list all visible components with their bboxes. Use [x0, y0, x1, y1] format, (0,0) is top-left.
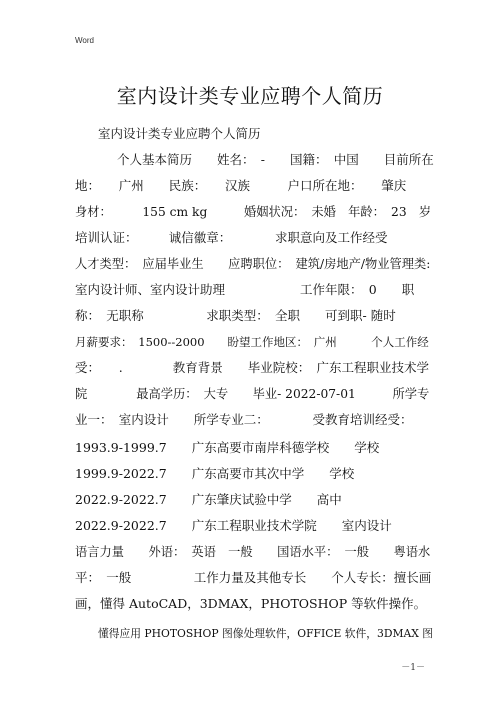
body-line: 人才类型： 应届毕业生 应聘职位： 建筑/房地产/物业管理类:: [75, 257, 431, 271]
body-line: 地： 广州 民族： 汉族 户口所在地： 肇庆: [75, 178, 407, 193]
body-line: 懂得应用 PHOTOSHOP 图像处理软件，OFFICE 软件，3DMAX 图: [98, 627, 434, 640]
header-app-label: Word: [75, 36, 94, 45]
education-line: 1999.9-2022.7 广东高要市其次中学 学校: [75, 466, 355, 481]
body-line: 培训认证： 诚信徽章： 求职意向及工作经受: [75, 230, 388, 245]
body-line: 业一： 室内设计 所学专业二： 受教育培训经受：: [75, 412, 413, 427]
body-line: 院 最高学历： 大专 毕业- 2022-07-01 所学专: [75, 387, 430, 401]
education-line: 2022.9-2022.7 广东工程职业技术学院 室内设计: [75, 518, 392, 533]
page-number: －1－: [401, 663, 425, 673]
body-line: 语言力量 外语： 英语 一般 国语水平： 一般 粤语水: [75, 545, 431, 559]
body-line: 个人基本简历 姓名： - 国籍： 中国 目前所在: [117, 152, 434, 167]
body-line: 受： . 教育背景 毕业院校： 广东工程职业技术学: [75, 360, 429, 375]
education-line: 1993.9-1999.7 广东高要市南岸科德学校 学校: [75, 440, 380, 455]
body-line: 身材： 155 cm kg 婚姻状况： 未婚 年龄： 23 岁: [75, 205, 432, 219]
subtitle-line: 室内设计类专业应聘个人简历: [98, 126, 261, 141]
body-line: 画，懂得 AutoCAD，3DMAX，PHOTOSHOP 等软件操作。: [75, 596, 427, 611]
document-title: 室内设计类专业应聘个人简历: [116, 84, 384, 108]
body-line: 平： 一般 工作力量及其他专长 个人专长：擅长画: [75, 570, 432, 585]
body-line: 称： 无职称 求职类型： 全职 可到职- 随时: [75, 308, 396, 323]
body-line: 月薪要求： 1500--2000 盼望工作地区： 广州 个人工作经: [75, 335, 429, 349]
education-line: 2022.9-2022.7 广东肇庆试验中学 高中: [75, 492, 342, 507]
body-line: 室内设计师、室内设计助理 工作年限： 0 职: [75, 282, 415, 297]
